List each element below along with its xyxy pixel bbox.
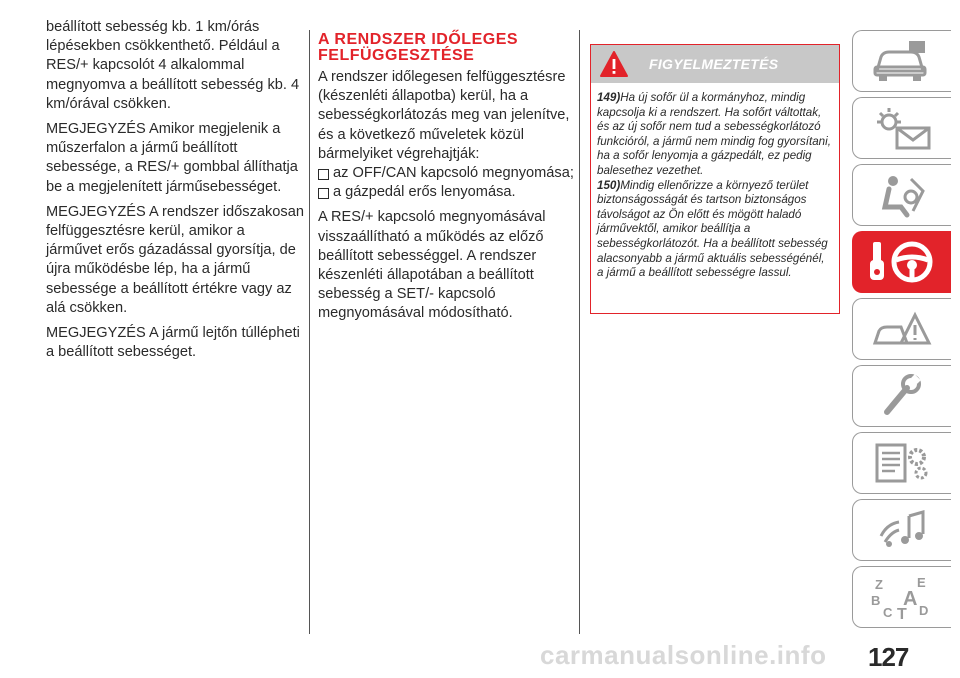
column-divider bbox=[579, 30, 580, 634]
note-text: Ha új sofőr ül a kormányhoz, mindig kapcsolja ki a rendszert. Ha sofőrt váltottak, és az új sofőr nem tud a sebességkorlátozó funkcióról, a jármű nem mindig fog gyorsítani, ha a sofőr lenyomja a gázpedált, ez pedig balesethez vezethet. bbox=[597, 91, 831, 177]
note-number: 150) bbox=[597, 178, 621, 192]
index-letter: A bbox=[903, 588, 918, 610]
warning-note bbox=[597, 91, 833, 179]
paragraph: MEGJEGYZÉS Amikor megjelenik a műszerfalon a jármű beállított sebessége, a RES/+ gombbal állíthatja be a megjelenített járműsebességet. bbox=[46, 121, 298, 195]
index-letter: D bbox=[919, 603, 929, 618]
checkbox-bullet-icon bbox=[318, 169, 329, 180]
index-letter: T bbox=[897, 606, 907, 621]
car-icon bbox=[867, 37, 937, 85]
list-item-text: a gázpedál erős lenyomása. bbox=[333, 184, 516, 201]
paragraph: A rendszer időlegesen felfüggesztésre (készenléti állapotba) kerül, ha a sebességkorlátozás meg van jelenítve, és a következő műveletek közül bármelyiket végrehajtják: bbox=[318, 69, 570, 162]
key-steering-wheel-icon bbox=[867, 238, 937, 286]
tab-technical-data[interactable] bbox=[852, 432, 951, 494]
page-number: 127 bbox=[868, 642, 909, 672]
index-letter: Z bbox=[875, 577, 883, 592]
tab-warning-lights[interactable] bbox=[852, 97, 951, 159]
list-item-text: az OFF/CAN kapcsoló megnyomása; bbox=[333, 165, 574, 182]
index-letter: B bbox=[871, 593, 881, 608]
middle-column bbox=[318, 32, 580, 330]
list-item bbox=[318, 183, 580, 202]
spec-sheet-gears-icon bbox=[867, 439, 937, 487]
paragraph: beállított sebesség kb. 1 km/órás lépésekben csökkenthető. Például a RES/+ kapcsolót 4 alkalommal megnyomva a beállított sebesség kb. 4 km/órával csökken. bbox=[46, 19, 300, 112]
wrench-icon bbox=[867, 372, 937, 420]
list-item bbox=[318, 164, 580, 183]
warning-lights-icon bbox=[867, 104, 937, 152]
checkbox-bullet-icon bbox=[318, 188, 329, 199]
warning-note bbox=[597, 179, 833, 281]
warning-triangle-icon bbox=[599, 50, 629, 78]
paragraph: A RES/+ kapcsoló megnyomásával visszaállítható a működés az előző beállított sebességgel. A rendszer készenléti állapotában a beállított sebesség a SET/- kapcsoló megnyomásával módosítható. bbox=[318, 209, 546, 322]
left-column bbox=[46, 18, 304, 368]
alphabet-index-icon bbox=[867, 573, 937, 621]
section-heading: A RENDSZER IDŐLEGES FELFÜGGESZTÉSE bbox=[318, 31, 519, 64]
watermark: carmanualsonline.info bbox=[540, 640, 827, 670]
seat-airbag-icon bbox=[867, 171, 937, 219]
warning-text bbox=[591, 83, 839, 281]
tab-multimedia[interactable] bbox=[852, 499, 951, 561]
tab-starting-driving[interactable] bbox=[852, 231, 951, 293]
warning-box bbox=[590, 44, 840, 314]
tab-safety[interactable] bbox=[852, 164, 951, 226]
multimedia-icon bbox=[867, 506, 937, 554]
note-number: 149) bbox=[597, 91, 621, 104]
paragraph: MEGJEGYZÉS A jármű lejtőn túllépheti a beállított sebességet. bbox=[46, 325, 300, 361]
note-text: Mindig ellenőrizze a környező terület biztonságosságát és tartson biztonságos távolságot az Ön előtt és mögött haladó járművektől, amikor beállítja a sebességkorlátozót. Ha a beállított sebesség alacsonyabb a jármű aktuális sebességénél, a jármű a beállított sebességre lassul. bbox=[597, 178, 828, 280]
tab-car[interactable] bbox=[852, 30, 951, 92]
column-divider bbox=[309, 30, 310, 634]
tab-index[interactable] bbox=[852, 566, 951, 628]
accident-warning-icon bbox=[867, 305, 937, 353]
warning-header bbox=[591, 45, 839, 83]
paragraph: MEGJEGYZÉS A rendszer időszakosan felfüggesztésre kerül, amikor a járművet erős gázadással gyorsítja, de újra működésbe lép, ha a jármű sebessége a beállított értékre vagy az alá csökken. bbox=[46, 203, 304, 316]
index-letter: C bbox=[883, 605, 893, 620]
tab-maintenance[interactable] bbox=[852, 365, 951, 427]
index-letter: E bbox=[917, 575, 926, 590]
warning-title: FIGYELMEZTETÉS bbox=[649, 56, 779, 72]
tab-emergency[interactable] bbox=[852, 298, 951, 360]
